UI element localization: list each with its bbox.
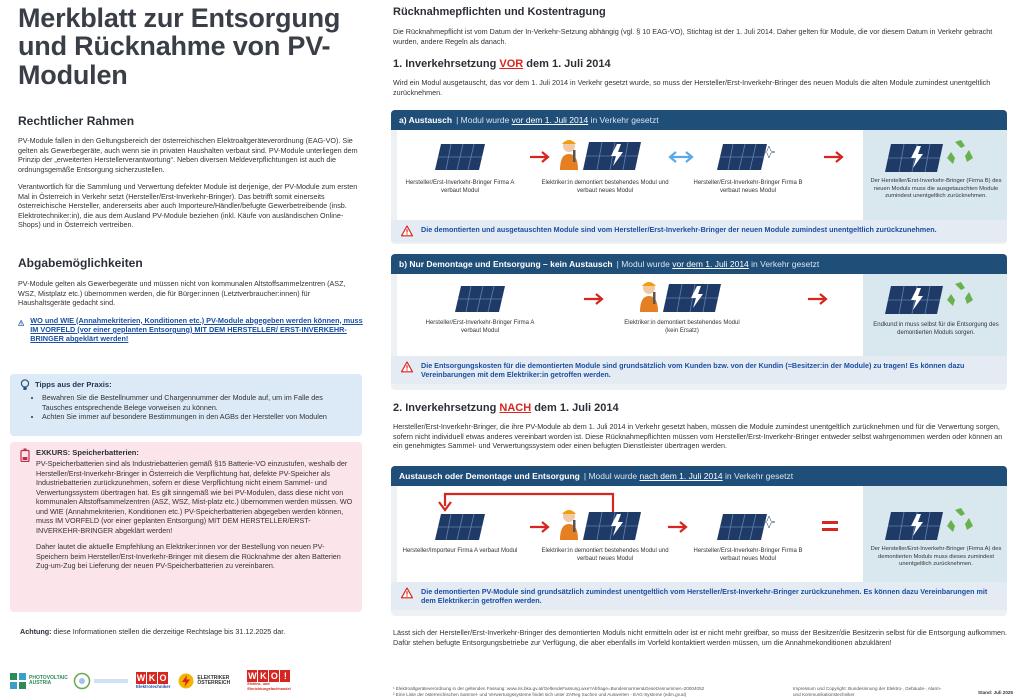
exkurs-box	[10, 442, 362, 612]
section-1-text: Wird ein Modul ausgetauscht, das vor dem 1. Juli 2014 in Verkehr gesetzt wurde, so muss der Hersteller/Erst-Inverkehr-Bringer des neuen Moduls die alten Module zumindest unentgeltlich zurücknehmen.	[393, 78, 991, 97]
abgabe-warning	[18, 316, 364, 344]
panel-c-flow	[397, 486, 1001, 582]
tips-list	[42, 393, 354, 422]
solar-panel-icon	[433, 512, 487, 542]
exkurs-heading: EXKURS: Speicherbatterien:	[36, 448, 139, 457]
circular-logo-icon	[73, 672, 91, 690]
rahmen-heading: Rechtlicher Rahmen	[18, 114, 135, 128]
arrow-right-icon	[529, 520, 551, 534]
achtung-text: diese Informationen stellen die derzeitige Rechtslage bis 31.12.2025 dar.	[51, 627, 286, 636]
left-column	[0, 0, 372, 700]
panel-a-flow	[397, 130, 1001, 220]
right-heading: Rücknahmepflichten und Kostentragung	[393, 6, 606, 18]
right-column	[383, 0, 1024, 700]
equals-icon	[821, 518, 839, 534]
wko-fachhandel-logo: W K O ! Elektro- und Einrichtungsfachhandel	[247, 671, 291, 691]
panel-b-header: b) Nur Demontage und Entsorgung – kein Austausch | Modul wurde vor dem 1. Juli 2014 in Verkehr gesetzt	[391, 254, 1007, 274]
panel-a-step-3: Hersteller/Erst-Inverkehr-Bringer Firma B verbaut neues Modul	[693, 180, 803, 194]
closing-text: Lässt sich der Hersteller/Erst-Inverkehr-Bringer des demontierten Moduls nicht ermitteln oder ist er nicht mehr greifbar, so muss der Besitzer/die Besitzerin selbst für die Entsorgung aufkommen. Dafür stehen befugte Entsorgungsbetriebe zur Verfügung, die aber ebenfalls im Vorfeld kontaktiert werden müssen, um die Annahmekonditionen abzuklären!	[393, 628, 1007, 647]
lightning-logo-icon	[178, 673, 194, 689]
panel-a-step-1: Hersteller/Erst-Inverkehr-Bringer Firma A verbaut Modul	[405, 180, 515, 194]
tips-item: • Achten Sie immer auf besondere Bestimmungen in den AGBs der Hersteller von Modulen	[42, 412, 354, 422]
page-title: Merkblatt zur Entsorgung und Rücknahme von PV-Modulen	[18, 3, 341, 90]
panel-c-nach	[391, 466, 1007, 616]
panel-c-header: Austausch oder Demontage und Entsorgung | Modul wurde nach dem 1. Juli 2014 in Verkehr gesetzt	[391, 466, 1007, 486]
footnotes	[393, 686, 763, 697]
nach-keyword: NACH	[499, 402, 532, 414]
recycling-module-icon	[881, 136, 977, 176]
panel-a-step-2: Elektriker:in demontiert bestehendes Modul und verbaut neues Modul	[541, 180, 669, 194]
abgabe-paragraph: PV-Module gelten als Gewerbegeräte und müssen nicht von kommunalen Altstoffsammelzentren (ASZ, WSZ, Mistplatz etc.) übernommen werden, die für Bürger:innen (Letztverbraucher:innen) für Haushaltsgeräte gedacht sind.	[18, 279, 346, 307]
recycling-module-icon	[881, 278, 977, 318]
arrow-right-icon	[807, 292, 829, 306]
recycling-module-icon	[881, 504, 977, 544]
wko-elektrotechniker-logo: W K O Elektrotechniker	[136, 673, 171, 690]
tips-item: • Bewahren Sie die Bestellnummer und Chargennummer der Module auf, um im Falle des Tausches entsprechende Belege vorweisen zu können.	[42, 393, 354, 412]
vor-keyword: VOR	[499, 58, 524, 70]
solar-panel-icon	[433, 142, 487, 172]
panel-b-step-3: Endkund:in muss selbst für die Entsorgung des demontierten Moduls sorgen.	[873, 322, 999, 336]
panel-c-step-1: Hersteller/Importeur Firma A verbaut Modul	[402, 548, 518, 554]
section-rechtlicher-rahmen	[18, 114, 364, 230]
solar-panel-new-icon	[715, 142, 775, 172]
impressum: Impressum und Copyright: Bundesinnung der Elektro-, Gebäude-, Alarm- und Kommunikationstechniker	[793, 686, 942, 697]
warning-icon	[401, 361, 413, 373]
warning-icon	[401, 587, 413, 599]
electrician-icon	[637, 276, 723, 316]
footnote-2: ² Eine Liste der österreichischen Sammel- und Verwertungssysteme findet sich unter ZAReg Suchen und Auswerten - EAG-Systeme (edm.gv.at)	[393, 691, 687, 697]
panel-b-flow	[397, 274, 1001, 356]
section-2-text: Hersteller/Erst-Inverkehr-Bringer, die ihre PV-Module ab dem 1. Juli 2014 in Verkehr gesetzt haben, müssen die Module zumindest unentgeltlich zurücknehmen und für die Verwertung sorgen, sofern nicht individuell etwas anderes vereinbart worden ist. Diese Rücknahmepflichten müssen vom Hersteller/Erst-Inverkehr-Bringer entweder selbst wahrgenommen werden oder können an ein genehmigtes Sammel- und Verwertungssystem oder einen befugten Dienstleister übertragen werden.	[393, 422, 1003, 450]
panel-a-austausch	[391, 110, 1007, 244]
stand-date: Stand: Juli 2025	[978, 690, 1013, 695]
panel-b-step-2: Elektriker:in demontiert bestehendes Modul (kein Ersatz)	[624, 320, 740, 334]
panel-a-header: a) Austausch | Modul wurde vor dem 1. Juli 2014 in Verkehr gesetzt	[391, 110, 1007, 130]
tips-heading: Tipps aus der Praxis:	[35, 380, 112, 390]
lightbulb-icon	[20, 379, 30, 391]
tips-box	[10, 374, 362, 436]
electrician-icon	[557, 504, 643, 544]
solar-panel-new-icon	[715, 512, 775, 542]
panel-c-step-4: Der Hersteller/Erst-Inverkehr-Bringer (Firma A) des demontierten Moduls muss dieses zumindest unentgeltlich zurücknehmen.	[870, 546, 1002, 568]
panel-b-note: Die Entsorgungskosten für die demontierten Module sind grundsätzlich vom Kunden bzw. von der Kundin (=Besitzer:in der Module) zu tragen! Es können dazu Vereinbarungen mit dem Elektriker:in getroffen werden.	[391, 356, 1007, 384]
electrician-icon	[557, 134, 643, 174]
exkurs-paragraph-1: PV-Speicherbatterien sind als Industriebatterien gemäß §15 Batterie-VO einzustufen, weshalb der Hersteller/Erst-Inverkehr-Bringer in Österreich die Verpflichtung hat, defekte PV-Speicher als Industriebatterien zurückzunehmen, sofern er diese Verpflichtung nicht einem Sammel- und Verwertungssystem übertragen hat. Es gilt sinngemäß wie bei PV-Modulen, dass diese nicht von kommunalen Altstoffsammelzentren (ASZ, WSZ, Mist-platz etc.) übernommen werden müssen. WO und WIE (Annahmekriterien, Konditionen etc.) PV-Speicherbatterien abgegeben werden können, muss IM VORFELD (vor einer geplanten Entsorgung) MIT DEM HERSTELLER/ERST-INVERKEHR-BRINGER abgeklärt werden!	[36, 459, 353, 535]
footer-logos	[10, 667, 370, 695]
achtung-note	[20, 627, 360, 636]
panel-c-step-2: Elektriker:in demontiert bestehendes Modul und verbaut neues Modul	[541, 548, 669, 562]
arrow-right-icon	[667, 520, 689, 534]
footnote-1: ¹ Elektroaltgeräteverordnung in der geltenden Fassung: www.ris.bka.gv.at/GeltendeFassung.wxe?Abfrage=Bundesnormen&Gesetzesnummer=20004052	[393, 686, 705, 691]
panel-a-step-4: Der Hersteller/Erst-Inverkehr-Bringer (Firma B) des neuen Moduls muss die ausgetauschten Module zumindest unentgeltlich zurücknehmen.	[870, 178, 1002, 200]
right-intro: Die Rücknahmepflicht ist vom Datum der In-Verkehr-Setzung abhängig (vgl. § 10 EAG-VO), Stichtag ist der 1. Juli 2014. Daher gelten für Module, die vor diesem Datum in Verkehr gebracht wurden, andere Regeln als danach.	[393, 27, 993, 46]
arrow-right-icon	[823, 150, 845, 164]
rahmen-paragraph-1: PV-Module fallen in den Geltungsbereich der österreichischen Elektroaltgeräteverordnung (EAG-VO). Sie gelten als Gewerbegeräte, auch wenn sie in privaten Haushalten verbaut sind. PV-Module unterliegen dem Prinzip der „erweiterten Herstellerverantwortung“. Neben diversen Meldeverpflichtungen ist auch die ordnungsgemäße Entsorgung sicherzustellen.	[18, 136, 358, 174]
abgabe-warning-text: WO und WIE (Annahmekriterien, Konditionen etc.) PV-Module abgegeben werden können, muss IM VORFELD (vor einer geplanten Entsorgung) MIT DEM HERSTELLER/ ERST-INVERKEHR-BRINGER abgeklärt werden!	[30, 315, 363, 344]
panel-b-demontage	[391, 254, 1007, 390]
arrow-right-icon	[583, 292, 605, 306]
arrow-both-icon	[667, 150, 695, 164]
panel-a-note: Die demontierten und ausgetauschten Module sind vom Hersteller/Erst-Inverkehr-Bringer der neuen Module zumindest unentgeltlich zurückzunehmen.	[391, 220, 1007, 242]
exkurs-paragraph-2: Daher lautet die aktuelle Empfehlung an Elektriker:innen vor der Bestellung von neuen PV-Speichern beim Hersteller/Erst-Inverkehr-Bringer mit diesem die Rücknahme der alten Batterien Zug-um-Zug bei Lieferung der neuen PV-Speicherbatterien zu vereinbaren.	[36, 542, 341, 571]
warning-icon	[18, 316, 24, 330]
section-2-heading: 2. Inverkehrsetzung NACH dem 1. Juli 2014	[393, 402, 619, 414]
arrow-right-icon	[529, 150, 551, 164]
section-abgabe	[18, 256, 364, 344]
battery-icon	[20, 448, 30, 462]
pv-austria-icon	[10, 673, 26, 689]
circular-logo	[73, 672, 128, 690]
achtung-label: Achtung:	[20, 627, 52, 636]
pv-austria-logo: PHOTOVOLTAIC AUSTRIA	[10, 673, 65, 689]
section-1-heading: 1. Inverkehrsetzung VOR dem 1. Juli 2014	[393, 58, 611, 70]
elektriker-oesterreich-logo: ELEKTRIKER ÖSTERREICH	[178, 673, 239, 689]
panel-c-step-3: Hersteller/Erst-Inverkehr-Bringer Firma B verbaut neues Modul	[693, 548, 803, 562]
solar-panel-icon	[453, 284, 507, 314]
warning-icon	[401, 225, 413, 237]
panel-c-note: Die demontierten PV-Module sind grundsätzlich zumindest unentgeltlich vom Hersteller/Erst-Inverkehr-Bringer zurückzunehmen. Es können dazu Vereinbarungen mit dem Elektriker:in getroffen werden.	[391, 582, 1007, 610]
abgabe-heading: Abgabemöglichkeiten	[18, 256, 143, 270]
rahmen-paragraph-2: Verantwortlich für die Sammlung und Verwertung defekter Module ist derjenige, der PV-Module zum ersten Mal in Österreich in Verkehr setzt (Hersteller/Erst-Inverkehr-Bringer). Das betrifft somit einerseits österreichische Hersteller, andererseits aber auch Importeure/Händler/befugte Gewerbetreibende (insb. Elektrotechniker:in), die aus dem Ausland PV-Module beziehen (inkl. Käufe von ausländischen Online-Shops) und in Österreich vertreiben.	[18, 182, 358, 229]
panel-b-step-1: Hersteller/Erst-Inverkehr-Bringer Firma A verbaut Modul	[425, 320, 535, 334]
